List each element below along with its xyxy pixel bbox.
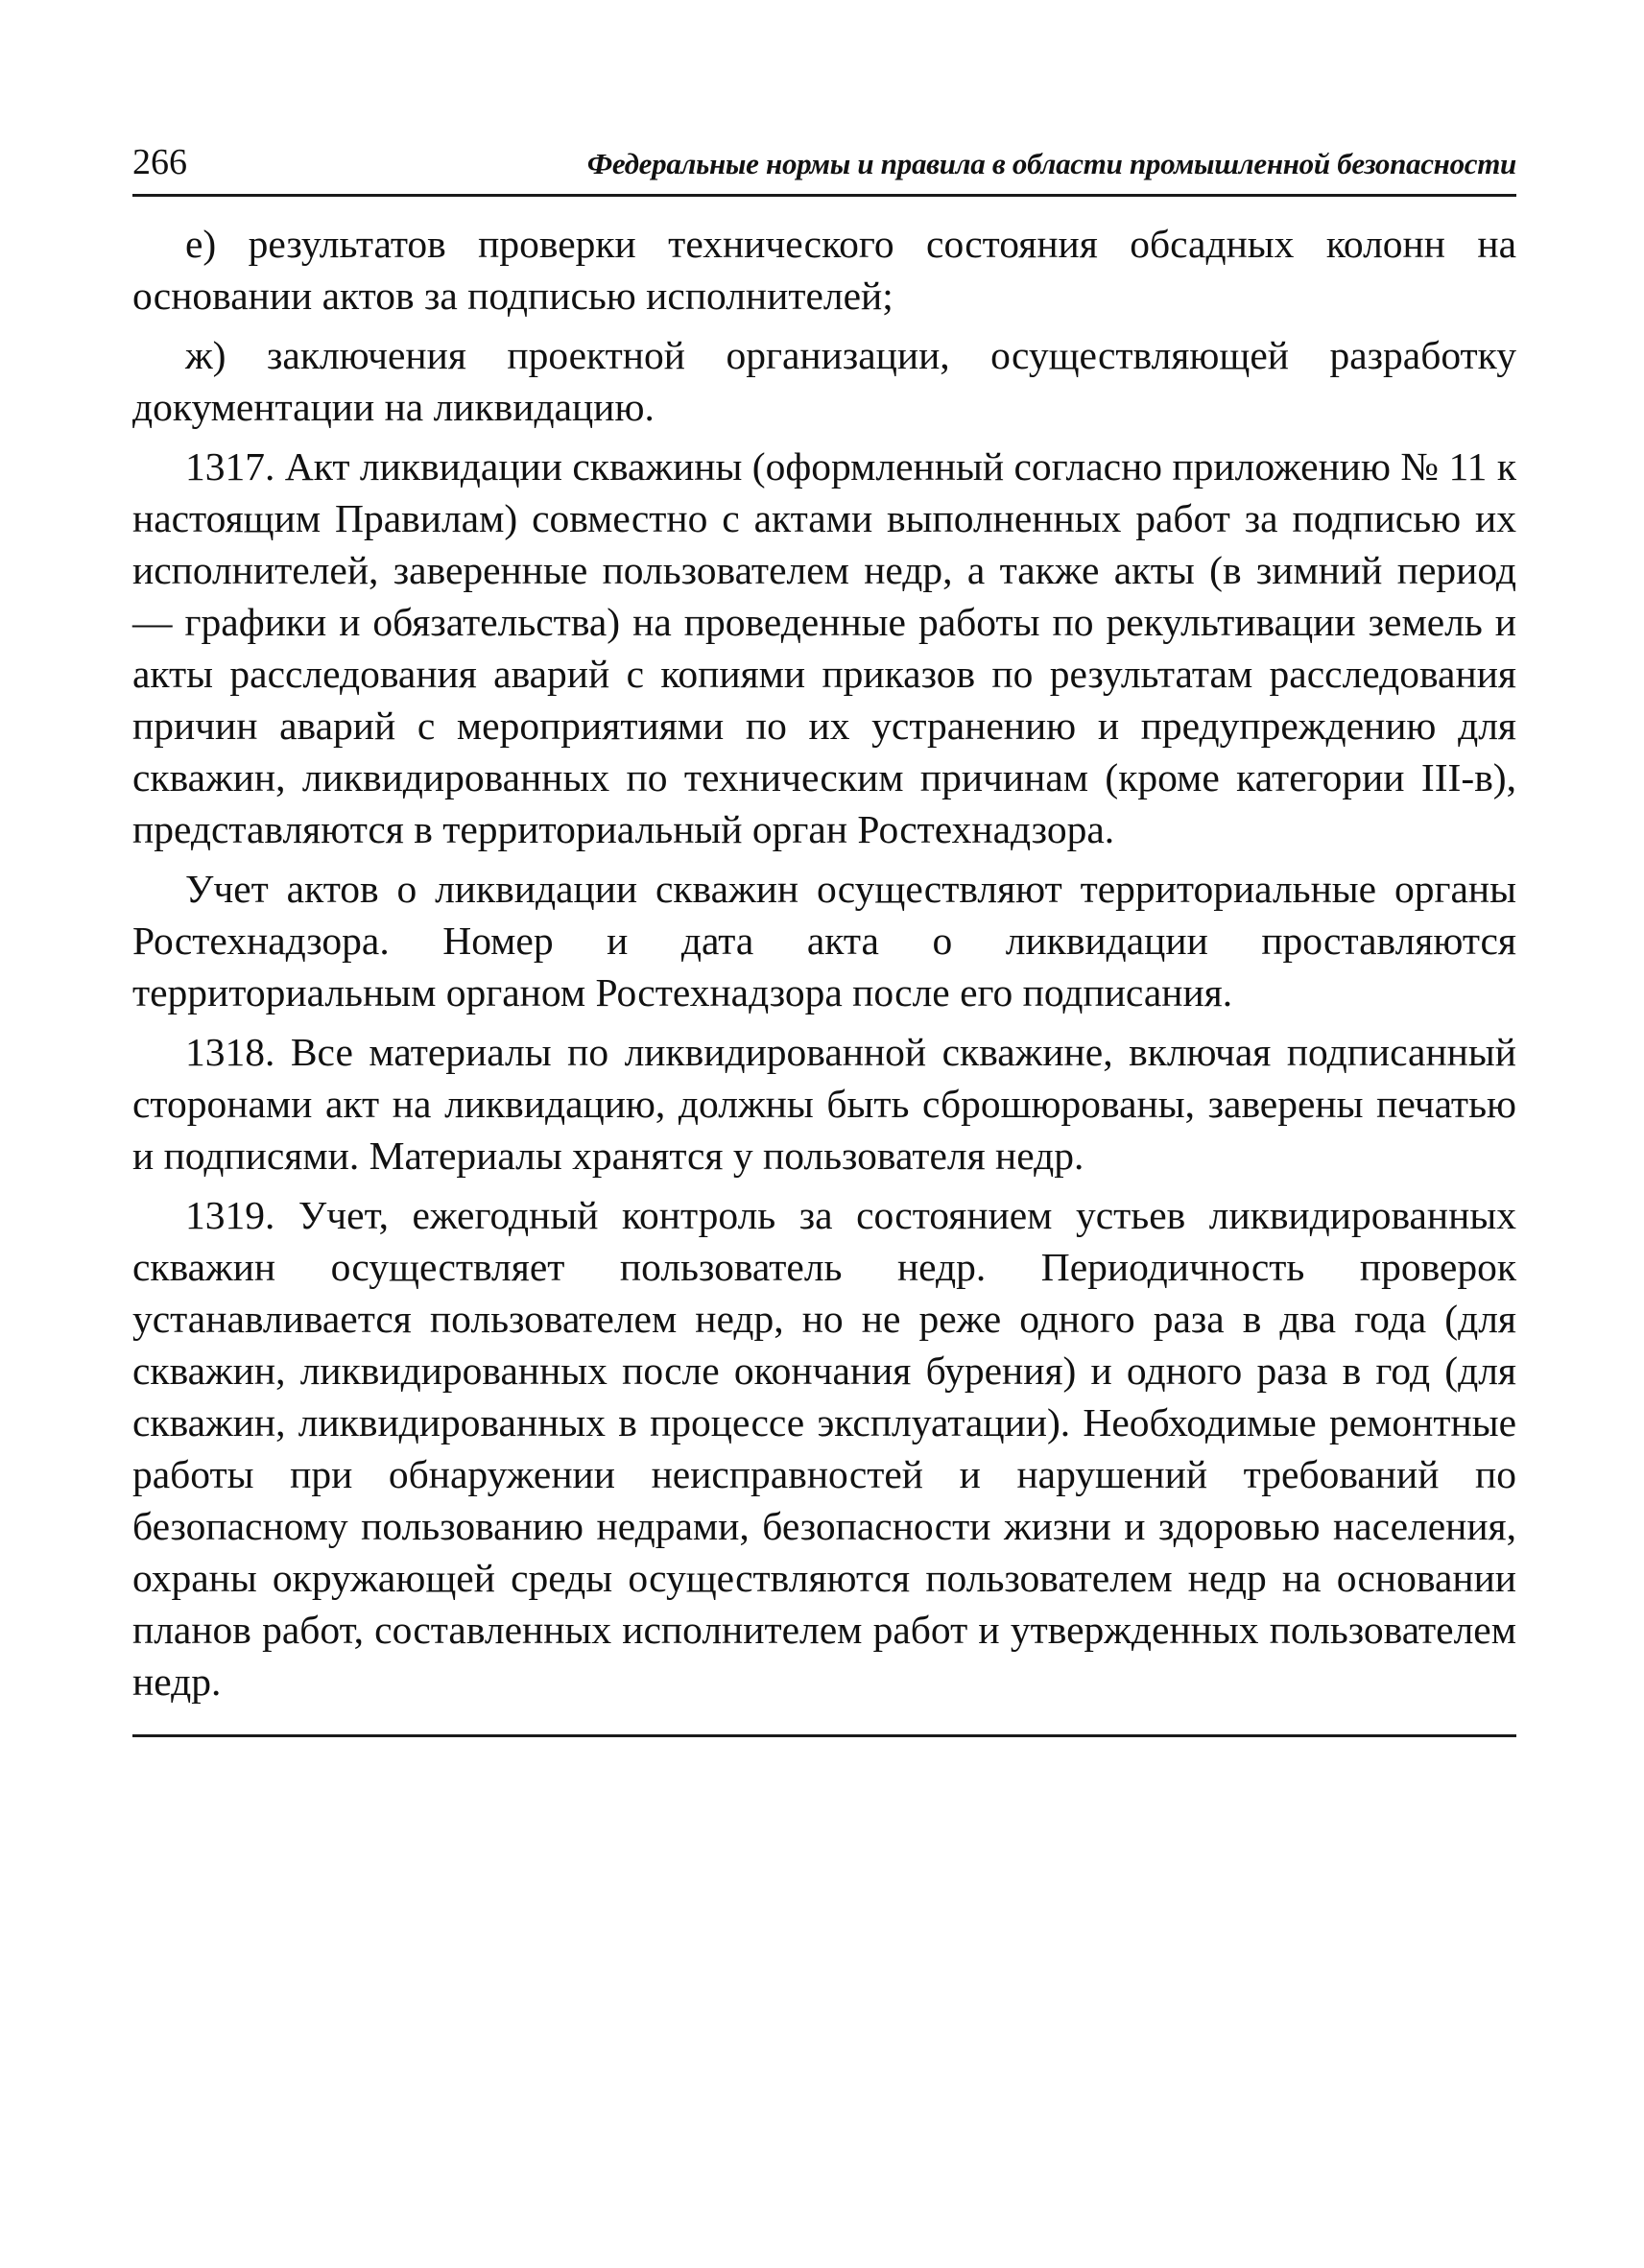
paragraph-item-e: е) результатов проверки технического состояния обсадных колонн на основании актов за подписью исполнителей; [132,222,1516,318]
paragraph-1319: 1319. Учет, ежегодный контроль за состоянием устьев ликвидированных скважин осуществляет пользователь недр. Периодичность проверок устанавливается пользователем недр, но не реже одного раза в два года (для скважин, ликвидированных после окончания бурения) и одного раза в год (для скважин, ликвидированных в процессе эксплуатации). Необходимые ремонтные работы при обнаружении неисправностей и нарушений требований по безопасному пользованию недрами, безопасности жизни и здоровью населения, охраны окружающей среды осуществляются пользователем недр на основании планов работ, составленных исполнителем работ и утвержденных пользователем недр. [132,1193,1516,1704]
paragraph-1318: 1318. Все материалы по ликвидированной скважине, включая подписанный сторонами акт на ликвидацию, должны быть сброшюрованы, заверены печатью и подписями. Материалы хранятся у пользователя недр. [132,1030,1516,1178]
running-title: Федеральные нормы и правила в области промышленной безопасности [586,147,1516,180]
paragraph-registration: Учет актов о ликвидации скважин осуществляют территориальные органы Ростехнадзора. Номер и дата акта о ликвидации проставляются территориальным органом Ростехнадзора после его подписания. [132,867,1516,1015]
body-text [132,218,1516,1707]
bottom-rule [132,1734,1516,1737]
document-page [132,144,1516,1737]
paragraph-item-zh: ж) заключения проектной организации, осуществляющей разработку документации на ликвидацию. [132,333,1516,429]
page-number: 266 [132,142,187,182]
running-header [132,144,1516,197]
paragraph-1317: 1317. Акт ликвидации скважины (оформленный согласно приложению № 11 к настоящим Правилам) совместно с актами выполненных работ за подписью их исполнителей, заверенные пользователем недр, а также акты (в зимний период — графики и обязательства) на проведенные работы по рекультивации земель и акты расследования аварий с копиями приказов по результатам расследования причин аварий с мероприятиями по их устранению и предупреждению для скважин, ликвидированных по техническим причинам (кроме категории III-в), представляются в территориальный орган Ростехнадзора. [132,444,1516,851]
